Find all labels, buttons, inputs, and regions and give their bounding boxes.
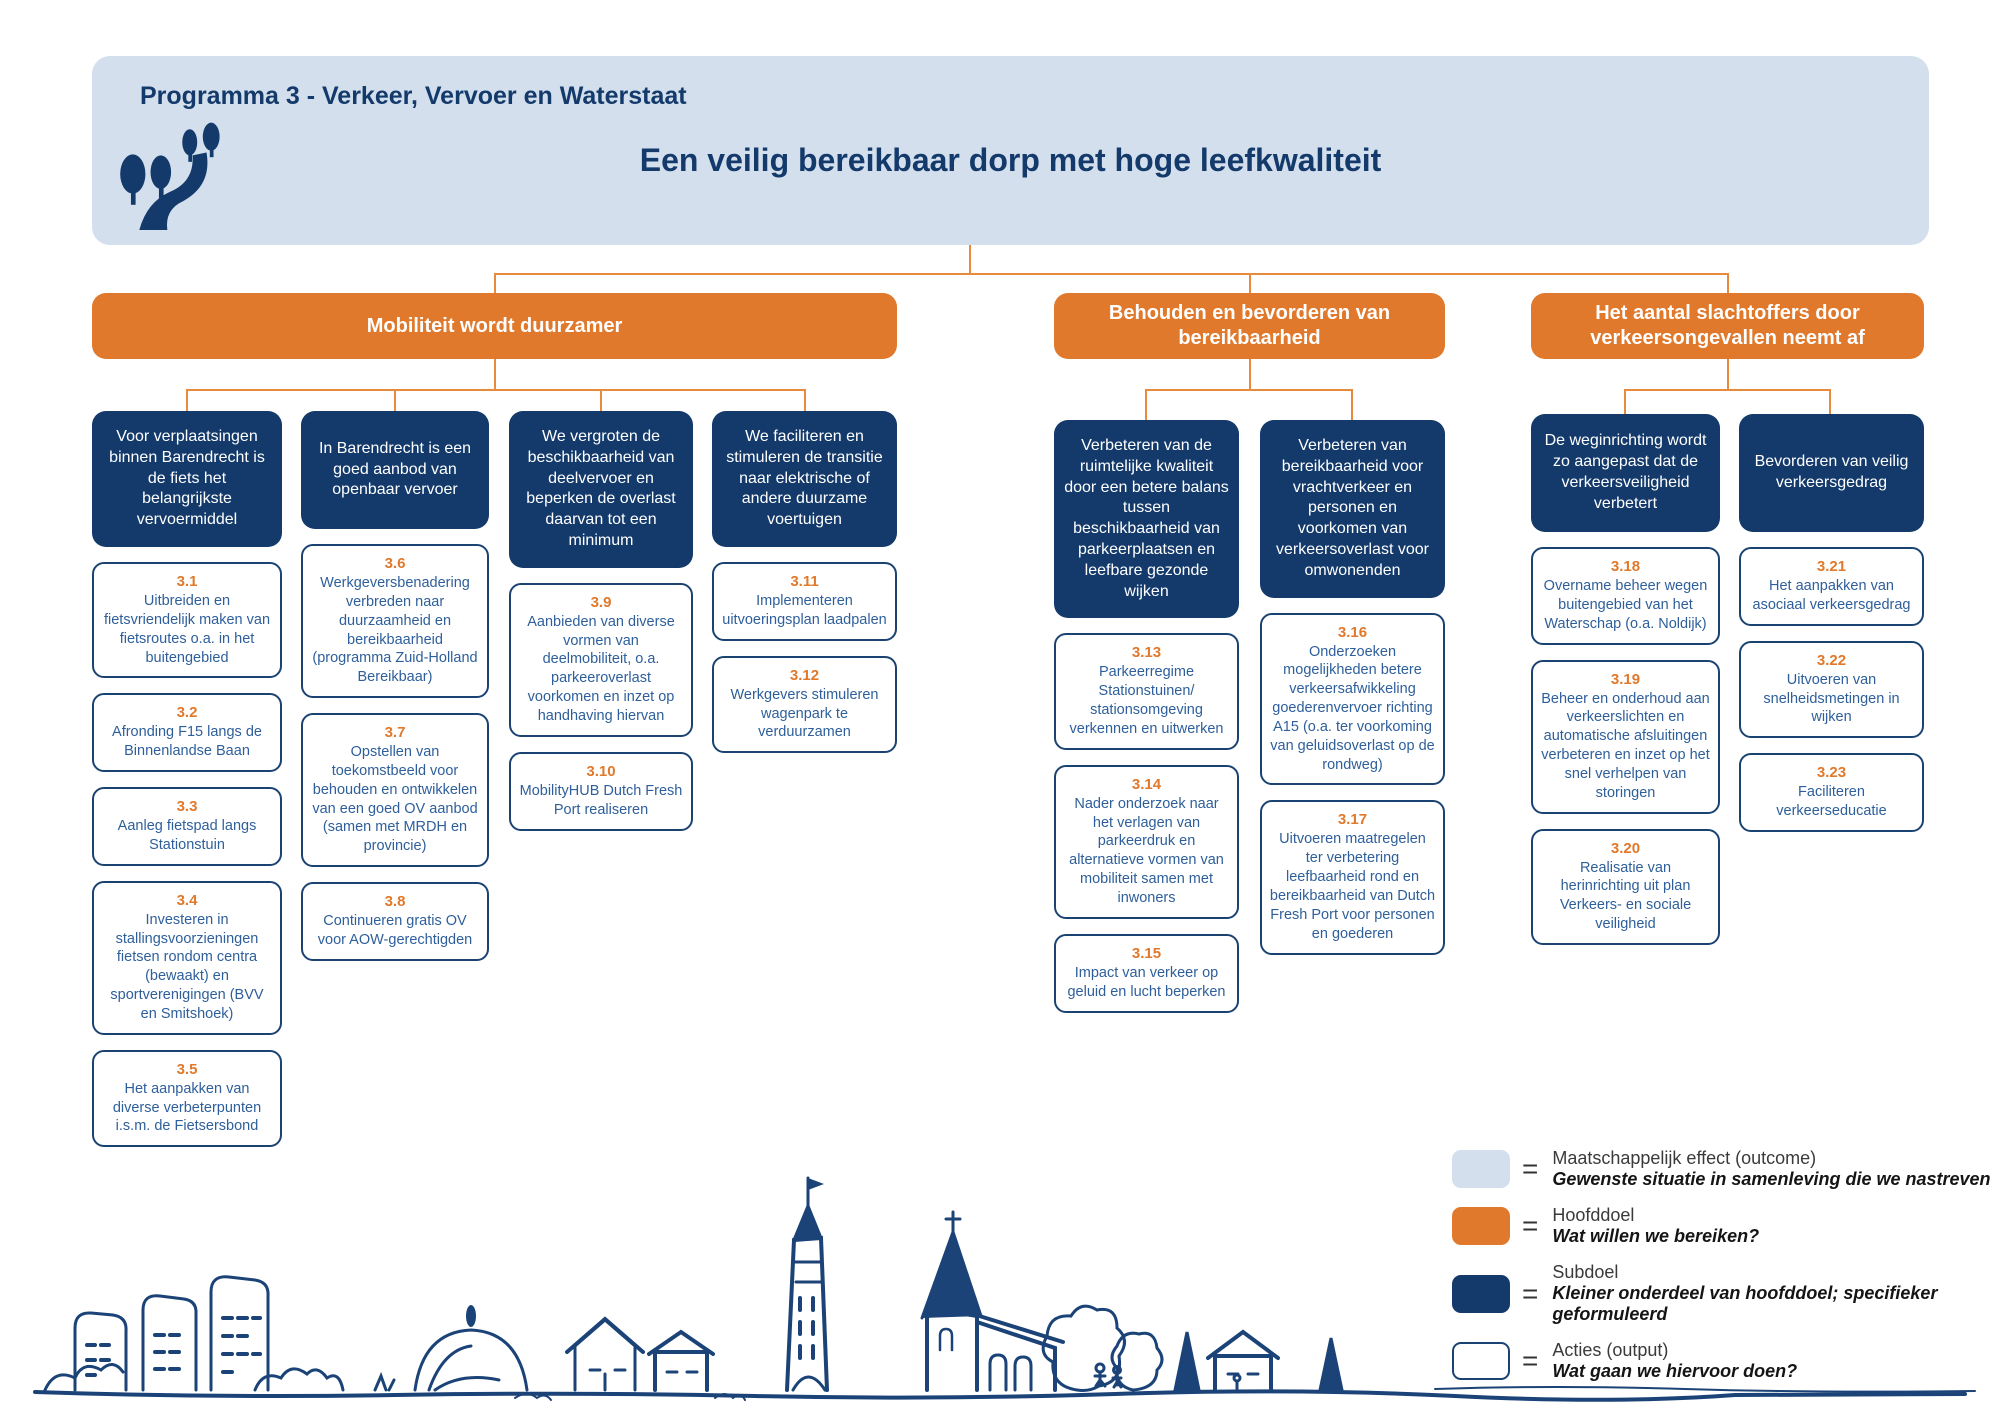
- legend-label: Acties (output): [1552, 1340, 1669, 1360]
- action-card: [509, 583, 693, 737]
- action-card: [1739, 547, 1924, 626]
- page-title: Programma 3 - Verkeer, Vervoer en Waterstaat: [140, 82, 687, 110]
- action-text: Aanbieden van diverse vormen van deelmobiliteit, o.a. parkeeroverlast voorkomen en inzet op handhaving hiervan: [527, 613, 675, 724]
- action-text: Opstellen van toekomstbeeld voor behouden en ontwikkelen van een goed OV aanbod (samen met MRDH en provincie): [312, 744, 478, 855]
- connector-line: [1624, 389, 1626, 414]
- action-card: [1260, 613, 1445, 786]
- action-text: Impact van verkeer op geluid en lucht beperken: [1067, 964, 1226, 1000]
- action-number: 3.16: [1337, 623, 1368, 641]
- action-card: [1054, 765, 1239, 919]
- action-text: Parkeerregime Stationstuinen/ stationsomgeving verkennen en uitwerken: [1069, 664, 1224, 737]
- goal-box-bereikbaarheid: Behouden en bevorderen van bereikbaarheid: [1054, 293, 1445, 359]
- action-number: 3.21: [1816, 558, 1847, 575]
- connector-line: [494, 359, 496, 389]
- subgoal-box: Bevorderen van veilig verkeersgedrag: [1739, 414, 1924, 532]
- action-card: [712, 656, 897, 754]
- action-number: 3.3: [176, 798, 198, 816]
- outcome-banner: [92, 56, 1929, 245]
- subgoal-box: Verbeteren van bereikbaarheid voor vrachtverkeer en personen en voorkomen van verkeersoverlast voor omwonenden: [1260, 420, 1445, 598]
- subgoal-box: In Barendrecht is een goed aanbod van openbaar vervoer: [301, 411, 489, 529]
- subgoal-column: [509, 411, 693, 831]
- action-card: [1739, 753, 1924, 832]
- action-number: 3.20: [1610, 839, 1641, 857]
- connector-line: [1249, 273, 1251, 293]
- action-number: 3.5: [176, 1060, 198, 1078]
- action-number: 3.23: [1816, 764, 1847, 782]
- action-text: MobilityHUB Dutch Fresh Port realiseren: [519, 782, 683, 818]
- connector-line: [1145, 389, 1353, 391]
- action-card: [1531, 829, 1720, 945]
- subgoal-column: [712, 411, 897, 753]
- action-number: 3.7: [384, 724, 406, 742]
- action-card: [92, 787, 282, 866]
- action-card: [1054, 934, 1239, 1013]
- action-text: Overname beheer wegen buitengebied van het Waterschap (o.a. Noldijk): [1543, 578, 1708, 632]
- connector-line: [186, 389, 188, 411]
- connector-line: [394, 389, 396, 411]
- connector-line: [1351, 389, 1353, 420]
- action-text: Uitbreiden en fietsvriendelijk maken van fietsroutes o.a. in het buitengebied: [103, 592, 271, 666]
- legend-label: Subdoel: [1552, 1262, 1619, 1282]
- action-number: 3.11: [790, 572, 819, 590]
- subgoal-column: [301, 411, 489, 961]
- action-text: Het aanpakken van asociaal verkeersgedrag: [1752, 578, 1911, 613]
- action-text: Continueren gratis OV voor AOW-gerechtigden: [317, 913, 473, 948]
- action-card: [301, 713, 489, 867]
- action-card: [301, 544, 489, 698]
- action-number: 3.1: [176, 572, 198, 590]
- action-text: Werkgeversbenadering verbreden naar duurzaamheid en bereikbaarheid (programma Zuid-Holland Bereikbaar): [312, 575, 478, 686]
- action-number: 3.13: [1131, 644, 1162, 662]
- connector-line: [1624, 389, 1830, 391]
- equals-sign: =: [1522, 1153, 1539, 1184]
- legend-label: Hoofddoel: [1552, 1205, 1635, 1225]
- subgoal-box: Verbeteren van de ruimtelijke kwaliteit door een betere balans tussen beschikbaarheid van parkeerplaatsen en leefbare gezonde wijken: [1054, 420, 1239, 618]
- subgoal-box: Voor verplaatsingen binnen Barendrecht is de fiets het belangrijkste vervoermiddel: [92, 411, 282, 547]
- action-card: [92, 562, 282, 678]
- action-text: Uitvoeren van snelheidsmetingen in wijken: [1763, 671, 1900, 726]
- action-text: Investeren in stallingsvoorzieningen fietsen rondom centra (bewaakt) en sportverenigingen (BVV en Smitshoek): [110, 911, 264, 1022]
- action-number: 3.2: [176, 704, 198, 722]
- legend-desc: Gewenste situatie in samenleving die we nastreven: [1552, 1169, 1991, 1189]
- action-text: Realisatie van herinrichting uit plan Verkeers- en sociale veiligheid: [1559, 859, 1692, 933]
- action-card: [1260, 800, 1445, 954]
- action-number: 3.17: [1337, 811, 1368, 829]
- action-text: Faciliteren verkeerseducatie: [1776, 784, 1887, 820]
- subgoal-box: We faciliteren en stimuleren de transitie naar elektrische of andere duurzame voertuigen: [712, 411, 897, 547]
- subgoal-column: [1531, 414, 1720, 945]
- connector-line: [1145, 389, 1147, 420]
- goal-box-mobiliteit: Mobiliteit wordt duurzamer: [92, 293, 897, 359]
- action-number: 3.4: [176, 891, 198, 909]
- action-text: Het aanpakken van diverse verbeterpunten i.s.m. de Fietsersbond: [112, 1080, 262, 1135]
- action-number: 3.12: [789, 666, 820, 684]
- action-card: [92, 1050, 282, 1148]
- action-number: 3.15: [1131, 944, 1162, 962]
- legend-desc: Wat willen we bereiken?: [1552, 1226, 1760, 1246]
- action-number: 3.8: [384, 893, 406, 911]
- outcome-statement: Een veilig bereikbaar dorp met hoge leefkwaliteit: [639, 142, 1382, 178]
- subgoal-column: [1739, 414, 1924, 832]
- action-text: Onderzoeken mogelijkheden betere verkeersafwikkeling goederenvervoer richting A15 (o.a. ter voorkoming van geluidsoverlast op de rondweg): [1270, 643, 1435, 773]
- connector-line: [804, 389, 806, 411]
- legend-desc: Wat gaan we hiervoor doen?: [1552, 1361, 1798, 1381]
- subgoal-column: [92, 411, 282, 1147]
- legend-label: Maatschappelijk effect (outcome): [1552, 1148, 1817, 1168]
- action-number: 3.19: [1610, 670, 1641, 688]
- connector-line: [969, 245, 971, 273]
- connector-line: [1249, 359, 1251, 389]
- action-number: 3.18: [1610, 558, 1641, 575]
- action-number: 3.6: [384, 555, 406, 572]
- legend-desc: Kleiner onderdeel van hoofddoel; specifieker geformuleerd: [1552, 1283, 1938, 1324]
- action-card: [301, 882, 489, 961]
- action-number: 3.14: [1131, 775, 1162, 793]
- action-card: [1739, 641, 1924, 739]
- goal-box-verkeersveiligheid: Het aantal slachtoffers door verkeersongevallen neemt af: [1531, 293, 1924, 359]
- connector-line: [1727, 359, 1729, 389]
- action-number: 3.10: [586, 762, 616, 780]
- action-text: Werkgevers stimuleren wagenpark te verduurzamen: [730, 686, 879, 741]
- action-card: [1531, 660, 1720, 814]
- action-text: Uitvoeren maatregelen ter verbetering leefbaarheid rond en bereikbaarheid van Dutch Fresh Port voor personen en goederen: [1269, 831, 1436, 942]
- action-card: [1531, 547, 1720, 645]
- action-card: [1054, 633, 1239, 749]
- action-number: 3.9: [590, 593, 612, 611]
- connector-line: [494, 273, 1729, 275]
- subgoal-column: [1260, 420, 1445, 955]
- connector-line: [186, 389, 806, 391]
- connector-line: [1727, 273, 1729, 293]
- connector-line: [1829, 389, 1831, 414]
- action-text: Nader onderzoek naar het verlagen van parkeerdruk en alternatieve vormen van mobiliteit samen met inwoners: [1069, 795, 1224, 906]
- equals-sign: =: [1522, 1277, 1539, 1309]
- connector-line: [600, 389, 602, 411]
- action-text: Afronding F15 langs de Binnenlandse Baan: [112, 724, 262, 760]
- action-card: [92, 693, 282, 772]
- subgoal-box: De weginrichting wordt zo aangepast dat de verkeersveiligheid verbetert: [1531, 414, 1720, 532]
- action-number: 3.22: [1816, 651, 1847, 669]
- action-card: [92, 881, 282, 1035]
- subgoal-box: We vergroten de beschikbaarheid van deelvervoer en beperken de overlast daarvan tot een minimum: [509, 411, 693, 568]
- connector-line: [494, 273, 496, 293]
- equals-sign: =: [1522, 1345, 1539, 1376]
- action-text: Aanleg fietspad langs Stationstuin: [117, 818, 257, 853]
- equals-sign: =: [1522, 1210, 1539, 1241]
- village-skyline-illustration: [15, 1140, 1990, 1408]
- subgoal-column: [1054, 420, 1239, 1013]
- action-card: [509, 752, 693, 831]
- action-card: [712, 562, 897, 641]
- action-text: Implementeren uitvoeringsplan laadpalen: [722, 592, 887, 628]
- action-text: Beheer en onderhoud aan verkeerslichten en automatische afsluitingen verbeteren en inzet op het snel verhelpen van storingen: [1541, 690, 1710, 801]
